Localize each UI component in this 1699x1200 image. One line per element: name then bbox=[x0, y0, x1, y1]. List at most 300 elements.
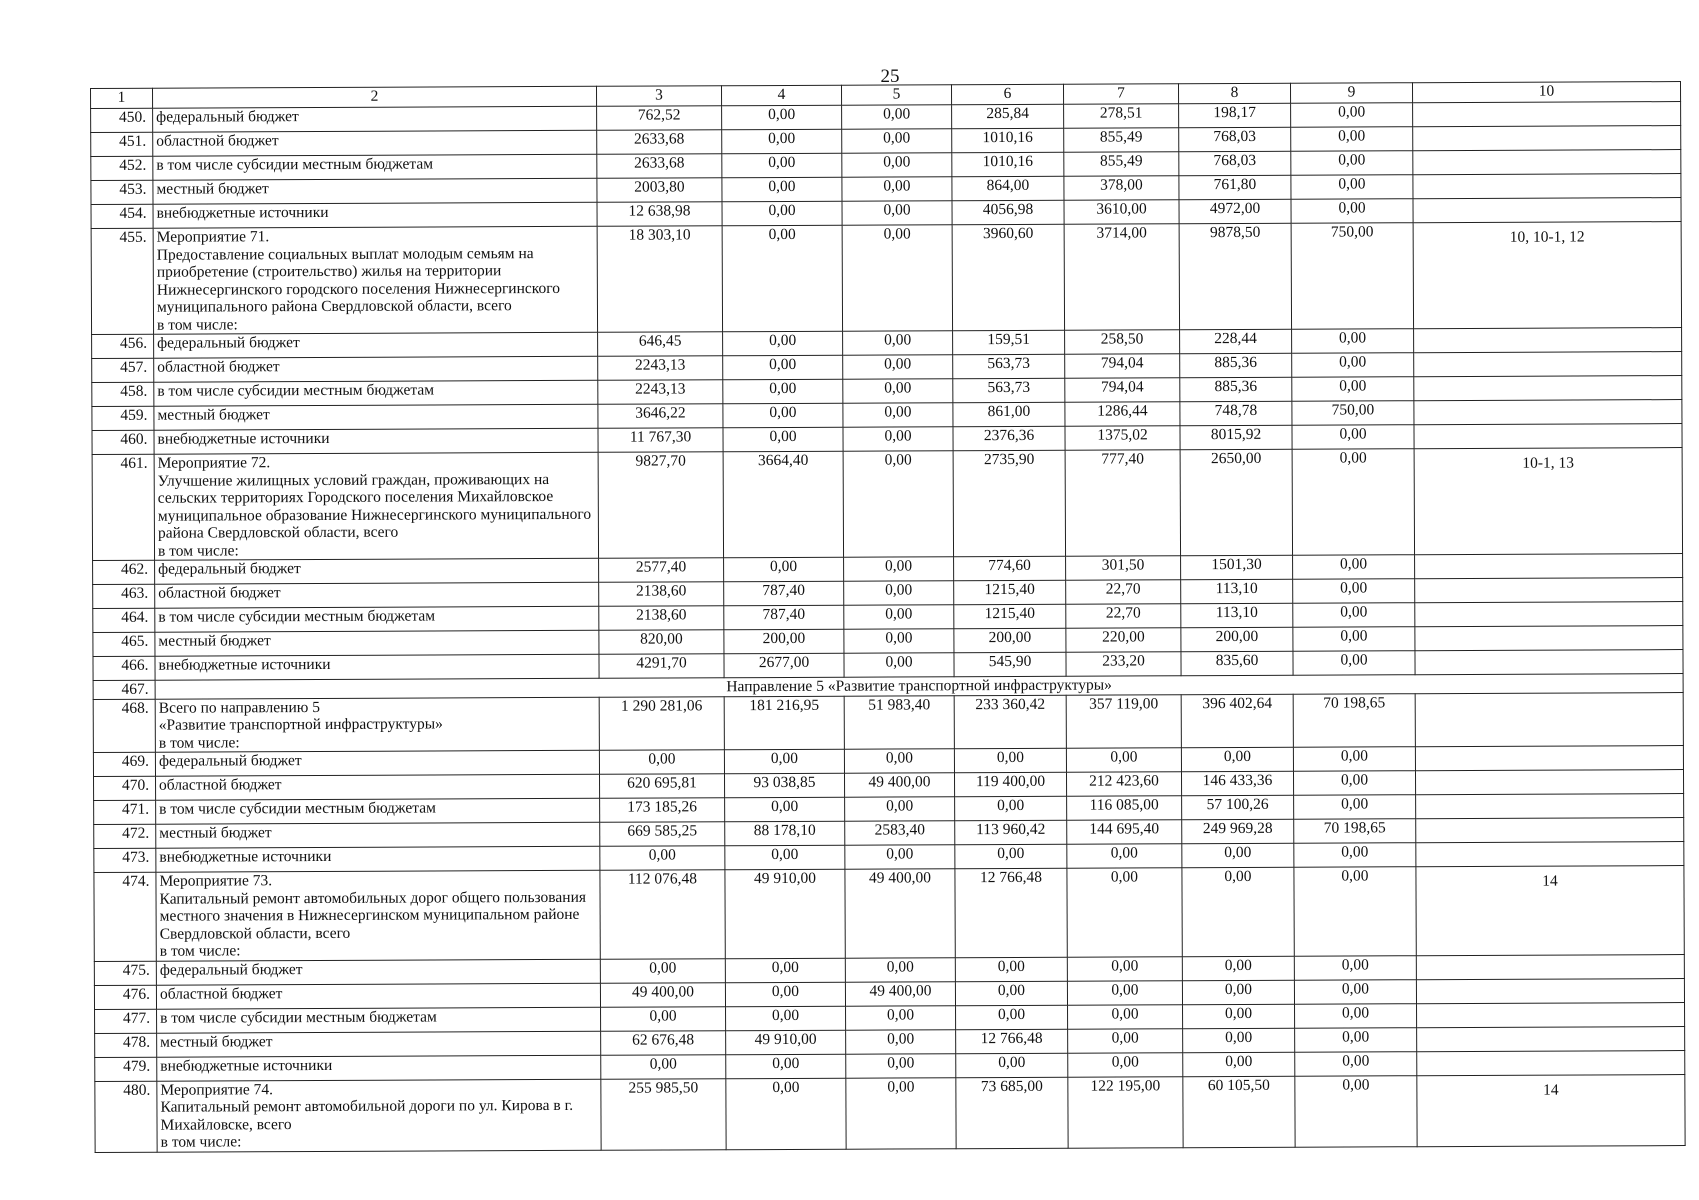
row-description: местный бюджет bbox=[154, 404, 598, 430]
amount-cell: 0,00 bbox=[1295, 1075, 1417, 1147]
row-number: 473. bbox=[94, 848, 156, 872]
header-cell: 4 bbox=[721, 85, 841, 106]
row-number: 454. bbox=[91, 204, 153, 228]
row-number: 474. bbox=[94, 872, 156, 961]
amount-cell: 0,00 bbox=[1067, 980, 1182, 1005]
amount-cell: 0,00 bbox=[1067, 868, 1182, 957]
amount-cell: 0,00 bbox=[725, 958, 845, 983]
amount-cell: 2633,68 bbox=[597, 154, 722, 179]
amount-cell: 0,00 bbox=[956, 1053, 1068, 1077]
amount-cell: 0,00 bbox=[844, 749, 954, 773]
amount-cell: 777,40 bbox=[1065, 450, 1180, 557]
amount-cell: 181 216,95 bbox=[724, 696, 844, 750]
amount-cell: 119 400,00 bbox=[954, 772, 1066, 796]
target-indicator-codes bbox=[1416, 794, 1684, 819]
row-number: 468. bbox=[93, 699, 155, 753]
amount-cell: 885,36 bbox=[1180, 353, 1292, 377]
amount-cell: 0,00 bbox=[1291, 199, 1413, 224]
amount-cell: 0,00 bbox=[724, 749, 844, 774]
amount-cell: 0,00 bbox=[722, 129, 842, 154]
target-indicator-codes: 10-1, 13 bbox=[1414, 448, 1682, 555]
amount-cell: 1215,40 bbox=[954, 604, 1066, 628]
table-body bbox=[91, 102, 1686, 1152]
amount-cell: 855,49 bbox=[1064, 128, 1179, 153]
amount-cell: 0,00 bbox=[1067, 956, 1182, 981]
amount-cell: 646,45 bbox=[598, 332, 723, 357]
amount-cell: 2243,13 bbox=[598, 380, 723, 405]
amount-cell: 0,00 bbox=[1294, 979, 1416, 1004]
target-indicator-codes bbox=[1413, 150, 1681, 175]
target-indicator-codes bbox=[1415, 746, 1683, 771]
amount-cell: 49 910,00 bbox=[726, 1030, 846, 1055]
header-cell: 2 bbox=[153, 86, 597, 108]
target-indicator-codes bbox=[1416, 842, 1684, 867]
amount-cell: 116 085,00 bbox=[1067, 796, 1182, 821]
target-indicator-codes: 14 bbox=[1417, 1074, 1685, 1146]
amount-cell: 233,20 bbox=[1066, 652, 1181, 677]
target-indicator-codes bbox=[1415, 626, 1683, 651]
amount-cell: 0,00 bbox=[1291, 151, 1413, 176]
amount-cell: 861,00 bbox=[953, 402, 1065, 426]
amount-cell: 144 695,40 bbox=[1067, 820, 1182, 845]
amount-cell: 0,00 bbox=[846, 1029, 956, 1053]
row-description: областной бюджет bbox=[155, 582, 599, 608]
amount-cell: 0,00 bbox=[846, 1005, 956, 1029]
header-cell: 7 bbox=[1063, 84, 1178, 105]
amount-cell: 0,00 bbox=[723, 403, 843, 428]
amount-cell: 0,00 bbox=[1182, 980, 1294, 1004]
amount-cell: 545,90 bbox=[954, 652, 1066, 676]
amount-cell: 51 983,40 bbox=[844, 695, 954, 749]
amount-cell: 0,00 bbox=[1182, 867, 1294, 956]
amount-cell: 228,44 bbox=[1180, 329, 1292, 353]
amount-cell: 0,00 bbox=[722, 177, 842, 202]
amount-cell: 0,00 bbox=[1066, 748, 1181, 773]
amount-cell: 0,00 bbox=[1295, 1051, 1417, 1076]
amount-cell: 2577,40 bbox=[599, 558, 724, 583]
amount-cell: 0,00 bbox=[843, 379, 953, 403]
row-number: 477. bbox=[95, 1009, 157, 1033]
row-number: 463. bbox=[93, 584, 155, 608]
amount-cell: 0,00 bbox=[842, 177, 952, 201]
amount-cell: 0,00 bbox=[722, 105, 842, 130]
amount-cell: 563,73 bbox=[953, 354, 1065, 378]
amount-cell: 2138,60 bbox=[599, 582, 724, 607]
amount-cell: 2138,60 bbox=[599, 606, 724, 631]
amount-cell: 0,00 bbox=[723, 427, 843, 452]
row-description: Мероприятие 71. Предоставление социальных выплат молодым семьям на приобретение (строительство) жилья на территории Нижнесергинского городского поселения Нижнесергинского муниципального района Свердловской области, всего в том числе: bbox=[153, 226, 597, 334]
row-number: 452. bbox=[91, 156, 153, 180]
amount-cell: 0,00 bbox=[845, 797, 955, 821]
row-number: 462. bbox=[93, 560, 155, 584]
row-number: 475. bbox=[94, 961, 156, 985]
amount-cell: 0,00 bbox=[723, 355, 843, 380]
amount-cell: 0,00 bbox=[1292, 353, 1414, 378]
amount-cell: 2376,36 bbox=[953, 426, 1065, 450]
amount-cell: 885,36 bbox=[1180, 377, 1292, 401]
budget-table bbox=[90, 81, 1686, 1152]
amount-cell: 0,00 bbox=[1293, 627, 1415, 652]
amount-cell: 794,04 bbox=[1065, 378, 1180, 403]
row-description: в том числе субсидии местным бюджетам bbox=[157, 1007, 601, 1033]
amount-cell: 0,00 bbox=[722, 201, 842, 226]
amount-cell: 159,51 bbox=[953, 330, 1065, 354]
amount-cell: 22,70 bbox=[1066, 604, 1181, 629]
amount-cell: 1215,40 bbox=[954, 580, 1066, 604]
amount-cell: 669 585,25 bbox=[600, 822, 725, 847]
table-row bbox=[94, 866, 1684, 961]
row-description: Всего по направлению 5 «Развитие транспортной инфраструктуры» в том числе: bbox=[155, 697, 599, 752]
amount-cell: 0,00 bbox=[1292, 449, 1414, 556]
amount-cell: 2633,68 bbox=[597, 130, 722, 155]
amount-cell: 0,00 bbox=[1293, 603, 1415, 628]
table-row bbox=[95, 1074, 1685, 1152]
amount-cell: 855,49 bbox=[1064, 152, 1179, 177]
amount-cell: 820,00 bbox=[599, 630, 724, 655]
amount-cell: 0,00 bbox=[844, 557, 954, 581]
amount-cell: 113 960,42 bbox=[955, 820, 1067, 844]
target-indicator-codes bbox=[1415, 770, 1683, 795]
header-cell: 6 bbox=[951, 84, 1063, 104]
amount-cell: 0,00 bbox=[844, 581, 954, 605]
amount-cell: 0,00 bbox=[1183, 1028, 1295, 1052]
amount-cell: 787,40 bbox=[724, 581, 844, 606]
row-number: 451. bbox=[91, 132, 153, 156]
amount-cell: 378,00 bbox=[1064, 176, 1179, 201]
row-description: федеральный бюджет bbox=[155, 750, 599, 776]
row-description: местный бюджет bbox=[155, 630, 599, 656]
row-description: в том числе субсидии местным бюджетам bbox=[156, 798, 600, 824]
amount-cell: 787,40 bbox=[724, 605, 844, 630]
amount-cell: 49 400,00 bbox=[600, 982, 725, 1007]
row-description: областной бюджет bbox=[154, 356, 598, 382]
row-number: 471. bbox=[94, 800, 156, 824]
target-indicator-codes bbox=[1415, 692, 1683, 747]
row-description: в том числе субсидии местным бюджетам bbox=[153, 154, 597, 180]
amount-cell: 0,00 bbox=[725, 845, 845, 870]
amount-cell: 0,00 bbox=[1291, 175, 1413, 200]
amount-cell: 0,00 bbox=[726, 1006, 846, 1031]
amount-cell: 0,00 bbox=[1181, 747, 1293, 771]
table-row bbox=[93, 692, 1683, 752]
amount-cell: 2677,00 bbox=[724, 653, 844, 678]
row-description: областной бюджет bbox=[153, 130, 597, 156]
row-description: федеральный бюджет bbox=[154, 332, 598, 358]
amount-cell: 73 685,00 bbox=[956, 1077, 1068, 1148]
amount-cell: 233 360,42 bbox=[954, 695, 1066, 749]
target-indicator-codes bbox=[1413, 174, 1681, 199]
amount-cell: 1375,02 bbox=[1065, 426, 1180, 451]
amount-cell: 0,00 bbox=[601, 1006, 726, 1031]
row-description: внебюджетные источники bbox=[156, 846, 600, 872]
amount-cell: 0,00 bbox=[955, 957, 1067, 981]
amount-cell: 748,78 bbox=[1180, 401, 1292, 425]
row-description: внебюджетные источники bbox=[153, 202, 597, 228]
target-indicator-codes bbox=[1414, 400, 1682, 425]
amount-cell: 4056,98 bbox=[952, 200, 1064, 224]
amount-cell: 0,00 bbox=[1295, 1003, 1417, 1028]
amount-cell: 864,00 bbox=[952, 176, 1064, 200]
amount-cell: 0,00 bbox=[1293, 555, 1415, 580]
amount-cell: 88 178,10 bbox=[725, 821, 845, 846]
amount-cell: 0,00 bbox=[724, 557, 844, 582]
row-description: Мероприятие 73. Капитальный ремонт автомобильных дорог общего пользования местного значения в Нижнесергинском муниципальном районе Свердловской области, всего в том числе: bbox=[156, 870, 600, 960]
amount-cell: 0,00 bbox=[842, 225, 952, 331]
target-indicator-codes bbox=[1417, 1050, 1685, 1075]
amount-cell: 0,00 bbox=[1291, 127, 1413, 152]
amount-cell: 12 638,98 bbox=[597, 202, 722, 227]
amount-cell: 0,00 bbox=[843, 331, 953, 355]
header-cell: 8 bbox=[1178, 83, 1290, 103]
amount-cell: 49 400,00 bbox=[845, 981, 955, 1005]
amount-cell: 0,00 bbox=[842, 105, 952, 129]
target-indicator-codes bbox=[1415, 650, 1683, 675]
target-indicator-codes bbox=[1413, 102, 1681, 127]
amount-cell: 774,60 bbox=[954, 556, 1066, 580]
amount-cell: 0,00 bbox=[842, 201, 952, 225]
amount-cell: 0,00 bbox=[1293, 651, 1415, 676]
amount-cell: 113,10 bbox=[1181, 603, 1293, 627]
amount-cell: 57 100,26 bbox=[1182, 795, 1294, 819]
amount-cell: 0,00 bbox=[1294, 795, 1416, 820]
amount-cell: 0,00 bbox=[956, 1005, 1068, 1029]
table-row bbox=[91, 222, 1681, 335]
amount-cell: 2583,40 bbox=[845, 821, 955, 845]
target-indicator-codes bbox=[1414, 424, 1682, 449]
target-indicator-codes: 14 bbox=[1416, 866, 1684, 956]
amount-cell: 1 290 281,06 bbox=[599, 696, 724, 750]
amount-cell: 0,00 bbox=[845, 957, 955, 981]
section-heading: Направление 5 «Развитие транспортной инфраструктуры» bbox=[155, 674, 1683, 699]
amount-cell: 60 105,50 bbox=[1183, 1076, 1295, 1147]
row-number: 458. bbox=[92, 382, 154, 406]
row-number: 457. bbox=[92, 358, 154, 382]
amount-cell: 212 423,60 bbox=[1066, 772, 1181, 797]
amount-cell: 357 119,00 bbox=[1066, 694, 1181, 748]
amount-cell: 0,00 bbox=[1068, 1004, 1183, 1029]
amount-cell: 0,00 bbox=[1294, 955, 1416, 980]
amount-cell: 18 303,10 bbox=[597, 226, 722, 333]
amount-cell: 4972,00 bbox=[1179, 199, 1291, 223]
row-description: федеральный бюджет bbox=[155, 558, 599, 584]
amount-cell: 9827,70 bbox=[598, 452, 723, 559]
amount-cell: 0,00 bbox=[723, 379, 843, 404]
row-description: в том числе субсидии местным бюджетам bbox=[155, 606, 599, 632]
amount-cell: 9878,50 bbox=[1179, 223, 1291, 329]
amount-cell: 0,00 bbox=[845, 845, 955, 869]
amount-cell: 2003,80 bbox=[597, 178, 722, 203]
amount-cell: 8015,92 bbox=[1180, 425, 1292, 449]
amount-cell: 2650,00 bbox=[1180, 449, 1292, 555]
amount-cell: 0,00 bbox=[1292, 425, 1414, 450]
amount-cell: 122 195,00 bbox=[1068, 1076, 1183, 1148]
amount-cell: 0,00 bbox=[844, 605, 954, 629]
amount-cell: 146 433,36 bbox=[1181, 771, 1293, 795]
header-cell: 3 bbox=[596, 86, 721, 107]
amount-cell: 0,00 bbox=[601, 1054, 726, 1079]
row-number: 479. bbox=[95, 1057, 157, 1081]
amount-cell: 0,00 bbox=[1294, 843, 1416, 868]
amount-cell: 0,00 bbox=[843, 403, 953, 427]
row-number: 460. bbox=[92, 430, 154, 454]
row-description: Мероприятие 74. Капитальный ремонт автомобильной дороги по ул. Кирова в г. Михайловске, всего в том числе: bbox=[157, 1079, 601, 1152]
target-indicator-codes bbox=[1414, 328, 1682, 353]
amount-cell: 301,50 bbox=[1066, 556, 1181, 581]
row-number: 465. bbox=[93, 632, 155, 656]
amount-cell: 0,00 bbox=[1291, 103, 1413, 128]
row-description: внебюджетные источники bbox=[154, 428, 598, 454]
amount-cell: 4291,70 bbox=[599, 654, 724, 679]
row-number: 453. bbox=[91, 180, 153, 204]
amount-cell: 0,00 bbox=[846, 1053, 956, 1077]
amount-cell: 0,00 bbox=[1183, 1004, 1295, 1028]
amount-cell: 768,03 bbox=[1179, 127, 1291, 151]
amount-cell: 49 400,00 bbox=[844, 773, 954, 797]
amount-cell: 0,00 bbox=[842, 129, 952, 153]
amount-cell: 62 676,48 bbox=[601, 1030, 726, 1055]
target-indicator-codes bbox=[1417, 1026, 1685, 1051]
amount-cell: 11 767,30 bbox=[598, 428, 723, 453]
row-number: 476. bbox=[94, 985, 156, 1009]
amount-cell: 0,00 bbox=[1292, 377, 1414, 402]
amount-cell: 0,00 bbox=[1295, 1027, 1417, 1052]
amount-cell: 396 402,64 bbox=[1181, 694, 1293, 748]
amount-cell: 768,03 bbox=[1179, 151, 1291, 175]
row-description: местный бюджет bbox=[156, 822, 600, 848]
page-number: 25 bbox=[880, 66, 900, 87]
row-description: внебюджетные источники bbox=[157, 1055, 601, 1081]
target-indicator-codes bbox=[1413, 126, 1681, 151]
amount-cell: 0,00 bbox=[723, 331, 843, 356]
row-number: 480. bbox=[95, 1081, 157, 1152]
row-description: федеральный бюджет bbox=[153, 106, 597, 132]
amount-cell: 49 910,00 bbox=[725, 869, 845, 958]
amount-cell: 762,52 bbox=[597, 106, 722, 131]
amount-cell: 2735,90 bbox=[953, 450, 1065, 556]
target-indicator-codes bbox=[1414, 352, 1682, 377]
amount-cell: 3646,22 bbox=[598, 404, 723, 429]
row-number: 478. bbox=[95, 1033, 157, 1057]
amount-cell: 70 198,65 bbox=[1294, 819, 1416, 844]
amount-cell: 200,00 bbox=[954, 628, 1066, 652]
amount-cell: 220,00 bbox=[1066, 628, 1181, 653]
amount-cell: 0,00 bbox=[726, 1078, 846, 1150]
target-indicator-codes: 10, 10-1, 12 bbox=[1413, 222, 1681, 329]
target-indicator-codes bbox=[1415, 578, 1683, 603]
amount-cell: 70 198,65 bbox=[1293, 693, 1415, 747]
amount-cell: 1010,16 bbox=[952, 128, 1064, 152]
amount-cell: 0,00 bbox=[954, 748, 1066, 772]
amount-cell: 0,00 bbox=[1068, 1052, 1183, 1077]
amount-cell: 794,04 bbox=[1065, 354, 1180, 379]
amount-cell: 761,80 bbox=[1179, 175, 1291, 199]
row-description: областной бюджет bbox=[156, 774, 600, 800]
table-row bbox=[92, 448, 1682, 561]
target-indicator-codes bbox=[1415, 554, 1683, 579]
amount-cell: 0,00 bbox=[722, 153, 842, 178]
amount-cell: 93 038,85 bbox=[724, 773, 844, 798]
amount-cell: 0,00 bbox=[1292, 329, 1414, 354]
amount-cell: 0,00 bbox=[726, 1054, 846, 1079]
amount-cell: 750,00 bbox=[1292, 401, 1414, 426]
amount-cell: 1286,44 bbox=[1065, 402, 1180, 427]
amount-cell: 1010,16 bbox=[952, 152, 1064, 176]
row-description: местный бюджет bbox=[157, 1031, 601, 1057]
amount-cell: 200,00 bbox=[1181, 627, 1293, 651]
amount-cell: 620 695,81 bbox=[599, 774, 724, 799]
amount-cell: 249 969,28 bbox=[1182, 819, 1294, 843]
budget-table-sheet bbox=[90, 81, 1685, 1152]
row-number: 456. bbox=[92, 334, 154, 358]
row-number: 467. bbox=[93, 680, 155, 699]
target-indicator-codes bbox=[1415, 602, 1683, 627]
amount-cell: 0,00 bbox=[842, 153, 952, 177]
amount-cell: 12 766,48 bbox=[956, 1029, 1068, 1053]
row-number: 472. bbox=[94, 824, 156, 848]
row-number: 470. bbox=[94, 776, 156, 800]
amount-cell: 0,00 bbox=[1293, 579, 1415, 604]
amount-cell: 255 985,50 bbox=[601, 1078, 726, 1150]
amount-cell: 0,00 bbox=[722, 225, 842, 332]
row-description: Мероприятие 72. Улучшение жилищных условий граждан, проживающих на сельских территориях Городского поселения Михайловское муниципальное образование Нижнесергинского муниципального района Свердловской области, всего в том числе: bbox=[154, 452, 598, 560]
header-cell: 9 bbox=[1290, 83, 1412, 104]
amount-cell: 835,60 bbox=[1181, 651, 1293, 675]
amount-cell: 0,00 bbox=[599, 750, 724, 775]
amount-cell: 0,00 bbox=[1293, 747, 1415, 772]
row-description: внебюджетные источники bbox=[155, 654, 599, 680]
amount-cell: 200,00 bbox=[724, 629, 844, 654]
amount-cell: 0,00 bbox=[843, 451, 953, 557]
amount-cell: 0,00 bbox=[846, 1077, 956, 1148]
amount-cell: 0,00 bbox=[1067, 844, 1182, 869]
amount-cell: 112 076,48 bbox=[600, 870, 725, 959]
target-indicator-codes bbox=[1413, 198, 1681, 223]
header-cell: 10 bbox=[1412, 82, 1680, 103]
amount-cell: 1501,30 bbox=[1181, 555, 1293, 579]
amount-cell: 0,00 bbox=[1182, 843, 1294, 867]
amount-cell: 12 766,48 bbox=[955, 868, 1067, 957]
amount-cell: 0,00 bbox=[600, 846, 725, 871]
amount-cell: 750,00 bbox=[1291, 223, 1413, 330]
amount-cell: 0,00 bbox=[843, 355, 953, 379]
amount-cell: 173 185,26 bbox=[600, 798, 725, 823]
amount-cell: 113,10 bbox=[1181, 579, 1293, 603]
amount-cell: 0,00 bbox=[1293, 771, 1415, 796]
target-indicator-codes bbox=[1416, 954, 1684, 979]
amount-cell: 0,00 bbox=[725, 797, 845, 822]
target-indicator-codes bbox=[1414, 376, 1682, 401]
header-cell: 1 bbox=[91, 88, 153, 108]
target-indicator-codes bbox=[1416, 978, 1684, 1003]
amount-cell: 0,00 bbox=[955, 981, 1067, 1005]
row-number: 469. bbox=[93, 752, 155, 776]
row-number: 459. bbox=[92, 406, 154, 430]
row-number: 466. bbox=[93, 656, 155, 680]
amount-cell: 563,73 bbox=[953, 378, 1065, 402]
amount-cell: 3664,40 bbox=[723, 451, 843, 558]
amount-cell: 49 400,00 bbox=[845, 869, 955, 958]
row-description: областной бюджет bbox=[156, 983, 600, 1009]
row-number: 450. bbox=[91, 108, 153, 132]
amount-cell: 0,00 bbox=[600, 958, 725, 983]
amount-cell: 3960,60 bbox=[952, 224, 1064, 330]
amount-cell: 0,00 bbox=[1183, 1052, 1295, 1076]
amount-cell: 278,51 bbox=[1064, 104, 1179, 129]
header-cell: 5 bbox=[841, 85, 951, 105]
row-number: 455. bbox=[91, 228, 153, 334]
row-description: федеральный бюджет bbox=[156, 959, 600, 985]
amount-cell: 22,70 bbox=[1066, 580, 1181, 605]
